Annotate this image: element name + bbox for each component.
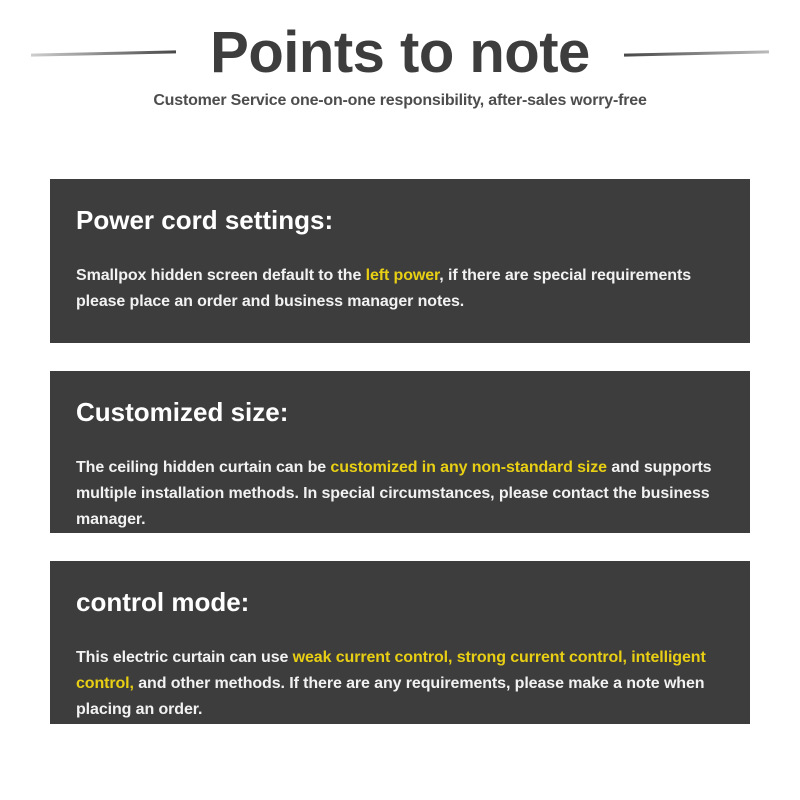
page-subtitle: Customer Service one-on-one responsibility, after-sales worry-free xyxy=(153,92,647,109)
page-title: Points to note xyxy=(210,20,590,85)
body-text: and supports multiple installation methods. In special circumstances, please contact the business manager. xyxy=(76,459,712,528)
highlighted-text: left power xyxy=(365,267,440,284)
section-heading: Power cord settings: xyxy=(76,205,334,235)
body-text: This electric curtain can use xyxy=(76,649,293,666)
header xyxy=(0,0,800,110)
note-box-power-cord-settings xyxy=(50,179,750,343)
note-box-control-mode xyxy=(50,561,750,724)
note-box-customized-size xyxy=(50,371,750,533)
body-text: and other methods. If there are any requirements, please make a note when placing an order. xyxy=(76,675,705,718)
section-heading: Customized size: xyxy=(76,397,289,427)
highlighted-text: weak current control, strong current control, intelligent control, xyxy=(76,649,706,692)
section-body xyxy=(76,645,724,723)
title-row xyxy=(0,18,800,88)
left-divider-line xyxy=(31,50,176,56)
body-text: , if there are special requirements please place an order and business manager notes. xyxy=(76,267,692,310)
highlighted-text: customized in any non-standard size xyxy=(330,459,607,476)
section-body xyxy=(76,263,724,315)
right-divider-line xyxy=(624,50,769,56)
body-text: The ceiling hidden curtain can be xyxy=(76,459,331,476)
section-body xyxy=(76,455,724,533)
body-text: Smallpox hidden screen default to the xyxy=(76,267,366,284)
section-heading: control mode: xyxy=(76,587,250,617)
